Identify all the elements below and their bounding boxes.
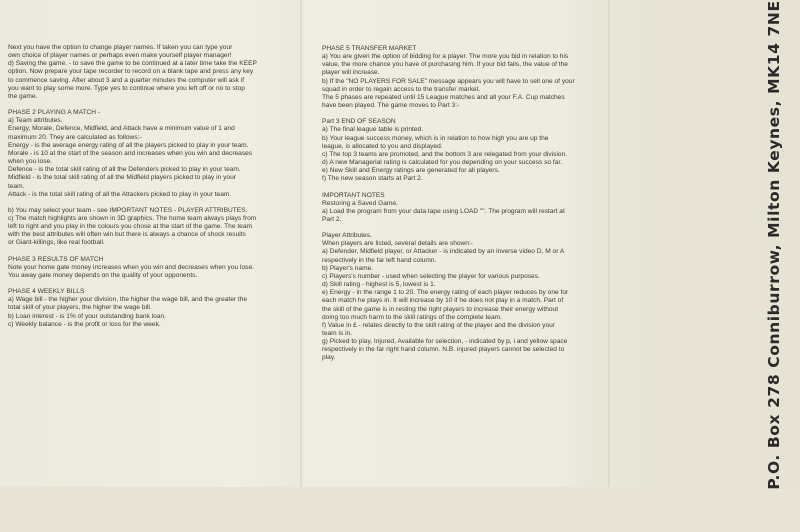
text-line: respectively in the far right hand column. N.B. injured players cannot be selected to [322,346,565,354]
paragraph [322,118,612,183]
paragraph [322,232,612,363]
text-line: a) The final league table is printed. [322,126,424,134]
text-line: b) Your league success money, which is in relation to how high you are up the [322,134,549,142]
text-line: PHASE 2 PLAYING A MATCH - [8,109,101,117]
text-line: you want to play some more. Type yes to continue where you left off or no to stop [8,84,245,92]
text-line: Attack - is the total skill rating of all the Attackers picked to play in your team. [8,190,232,198]
paragraph [8,44,296,101]
text-line: team. [8,182,25,190]
text-line: a) Team attributes. [8,117,63,125]
text-line: IMPORTANT NOTES [322,191,385,199]
text-line: left to right and you play in the colours you chose at the start of the game. The team [8,223,252,231]
text-line: b) You may select your team - see IMPORTANT NOTES - PLAYER ATTRIBUTES. [8,206,248,214]
text-line: each match he plays in. It will increase by 10 if he does not play in a match. Part of [322,297,564,305]
text-line: when you lose. [8,158,52,166]
text-line: doing too much harm to the skill ratings of the complete team. [322,313,502,321]
page-fold-left [300,0,302,487]
text-line: maximum 20. They are calculated as follows:- [8,133,142,141]
text-line: f) The new season starts at Part 2. [322,175,423,183]
text-line: to commence saving. After about 3 and a quarter minutes the computer will ask if [8,76,245,84]
text-line: Part 2. [322,215,342,223]
text-line: PHASE 5 TRANSFER MARKET [322,45,417,52]
text-line: total skill of your players, the higher the wage bill. [8,304,152,312]
paragraph [322,192,612,225]
text-line: PHASE 4 WEEKLY BILLS [8,288,85,296]
text-line: a) Defender, Midfield player, or Attacker - is indicated by an inverse video D, M or A [322,248,565,256]
text-line: Restoring a Saved Game. [322,199,398,207]
text-line: option. Now prepare your tape recorder to record on a blank tape and press any key [8,68,254,76]
text-line: player will increase. [322,69,380,77]
text-line: value, the more chance you have of purchasing him. If your bid fails, the value of the [322,61,568,69]
text-line: d) Saving the game. - to save the game to be continued at a later time take the KEEP [8,60,257,68]
text-line: b) Player's name. [322,264,374,272]
text-line: Defence - is the total skill rating of all the Defenders picked to play in your team. [8,166,241,174]
text-line: c) The top 3 teams are promoted, and the bottom 3 are relegated from your division. [322,150,568,158]
text-line: b) Loan interest - is 1% of your outstanding bank loan. [8,312,166,320]
text-line: c) The match highlights are shown in 3D graphics. The home team always plays from [8,214,257,222]
text-line: b) If the "NO PLAYERS FOR SALE" message appears you will have to sell one of your [322,77,575,85]
text-line: league, is allocated to you and displayed. [322,142,443,150]
text-line: e) New Skill and Energy ratings are generated for all players. [322,167,500,175]
text-line: e) Energy - in the range 1 to 20. The energy rating of each player reduces by one for [322,289,569,297]
text-line: You away gate money depends on the quality of your opponents. [8,271,198,279]
left-column [8,44,296,531]
paragraph [8,109,296,199]
text-line: the skill of the game is in resting the right players to increase their energy without [322,305,559,313]
text-line: Part 3 END OF SEASON [322,118,396,126]
text-line: a) Load the program from your data tape using LOAD "". The program will restart at [322,207,565,215]
text-line: squad in order to regain access to the transfer market. [322,85,481,93]
right-column [322,45,612,532]
text-line: Energy, Morale, Defence, Midfield, and Attack have a minimum value of 1 and [8,125,235,133]
text-line: When players are listed, several details are shown:- [322,240,473,248]
text-line: with the best attributes will often win but there is always a chance of shock results [8,231,246,239]
paragraph [322,45,612,110]
paragraph [8,288,296,329]
text-line: PHASE 3 RESULTS OF MATCH [8,255,104,263]
text-line: respectively in the far left hand column. [322,256,437,264]
text-line: The 5 phases are repeated until 15 League matches and all your F.A. Cup matches [322,93,565,101]
text-line: own choice of player names or perhaps even make yourself player manager! [8,52,232,60]
text-line: g) Picked to play, Injured, Available for selection, - indicated by p, i and yellow space [322,338,568,346]
text-line: Energy - is the average energy rating of all the players picked to play in your team. [8,141,249,149]
spine-panel [752,0,796,490]
text-line: d) Skill rating - highest is 5, lowest is 1. [322,281,436,289]
text-line: d) A new Managerial rating is calculated for you depending on your success so far. [322,159,563,167]
text-line: Next you have the option to change player names. If taken you can type your [8,44,233,51]
text-line: have been played. The game moves to Part 3:- [322,102,460,110]
text-line: Midfield - is the total skill rating of all the Midfield players picked to play in your [8,174,236,182]
text-line: play. [322,354,336,362]
text-line: c) Weekly balance - is the profit or loss for the week. [8,320,161,328]
text-line: a) Wage bill - the higher your division, the higher the wage bill, and the greater the [8,296,248,304]
text-line: Player Attributes. [322,232,372,240]
text-line: a) You are given the option of bidding for a player. The more you bid in relation to his [322,53,569,61]
paragraph [8,207,296,248]
paragraph [8,256,296,280]
text-line: c) Players's number - used when selecting the player for various purposes. [322,272,540,280]
text-line: Morale - is 10 at the start of the season and increases when you win and decreases [8,149,253,157]
text-line: the game. [8,92,38,100]
text-line: Note your home gate money increases when you win and decreases when you lose. [8,263,254,271]
spine-address: P.O. Box 278 Conniburrow, Milton Keynes, MK14 7NE [765,0,783,490]
text-line: f) Value in £ - relates directly to the skill rating of the player and the division your [322,321,555,329]
text-line: or Giant-killings, like real football. [8,239,105,247]
text-line: team is in. [322,330,353,337]
